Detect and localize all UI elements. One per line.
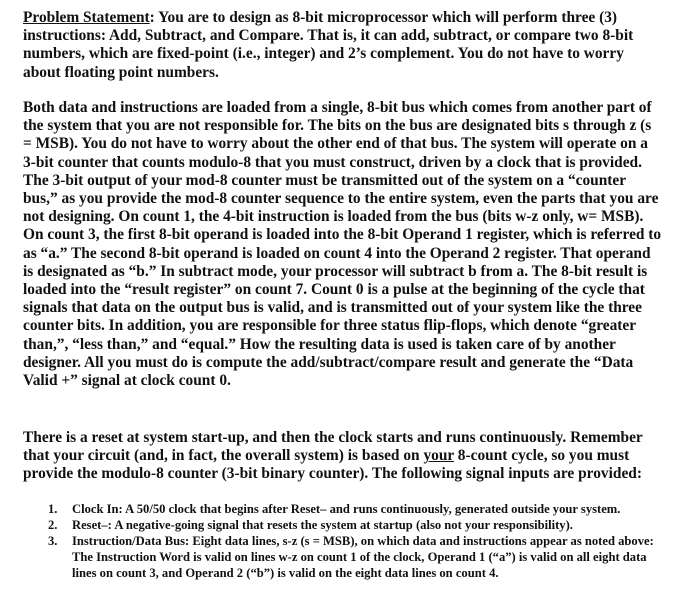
list-item-text: Clock In: A 50/50 clock that begins after Reset– and runs continuously, generated outside your system.	[72, 502, 621, 516]
reset-text-before: There is a reset at system start-up, and then the clock starts and runs continuously. Remember that your circuit (and, in fact, the overall system) is based on	[23, 429, 643, 465]
list-item	[48, 501, 668, 517]
reset-text-after: 8-count cycle, so you must provide the modulo-8 counter (3-bit binary counter). The following signal inputs are provided:	[23, 447, 642, 483]
signal-input-list	[48, 501, 668, 581]
list-item-text: Instruction/Data Bus: Eight data lines, s-z (s = MSB), on which data and instructions appear as noted above: The Instruction Word is valid on lines w-z on count 1 of the clock, Operand 1 (“a”) is valid on all eight data lines on count 3, and Operand 2 (“b”) is valid on the eight data lines on count 4.	[72, 534, 654, 580]
label-colon: :	[149, 9, 155, 26]
problem-statement-text: You are to design as 8-bit microprocessor which will perform three (3) instructions: Add, Subtract, and Compare. That is, it can add, subtract, or compare two 8-bit numbers, which are fixed-point (i.e., integer) and 2’s complement. You do not have to worry about floating point numbers.	[23, 9, 634, 81]
underlined-your: your	[423, 447, 454, 465]
list-item-text: Reset–: A negative-going signal that resets the system at startup (also not your responsibility).	[72, 518, 573, 532]
problem-statement-paragraph	[23, 9, 663, 82]
bus-description-paragraph: Both data and instructions are loaded from a single, 8-bit bus which comes from another part of the system that you are not responsible for. The bits on the bus are designated bits s through z (s = MSB). You do not have to worry about the other end of that bus. The system will operate on a 3-bit counter that counts modulo-8 that you must construct, driven by a clock that is provided. The 3-bit output of your mod-8 counter must be transmitted out of the system on a “counter bus,” as you provide the mod-8 counter sequence to the entire system, even the parts that you are not designing. On count 1, the 4-bit instruction is loaded from the bus (bits w-z only, w= MSB). On count 3, the first 8-bit operand is loaded into the 8-bit Operand 1 register, which is referred to as “a.” The second 8-bit operand is loaded on count 4 into the Operand 2 register. That operand is designated as “b.” In subtract mode, your processor will subtract b from a. The 8-bit result is loaded into the “result register” on count 7. Count 0 is a pulse at the beginning of the cycle that signals that data on the output bus is valid, and is transmitted out of your system like the three counter bits. In addition, you are responsible for three status flip-flops, which denote “greater than,”, “less than,” and “equal.” How the resulting data is used is taken care of by another designer. All you must do is compute the add/subtract/compare result and generate the “Data Valid +” signal at clock count 0.	[23, 99, 662, 390]
problem-statement-label: Problem Statement	[23, 9, 150, 26]
reset-paragraph	[23, 429, 663, 484]
list-item-number: 3.	[48, 534, 58, 548]
list-item	[48, 517, 668, 533]
list-item	[48, 533, 668, 581]
list-item-number: 2.	[48, 518, 58, 532]
list-item-number: 1.	[48, 502, 58, 516]
